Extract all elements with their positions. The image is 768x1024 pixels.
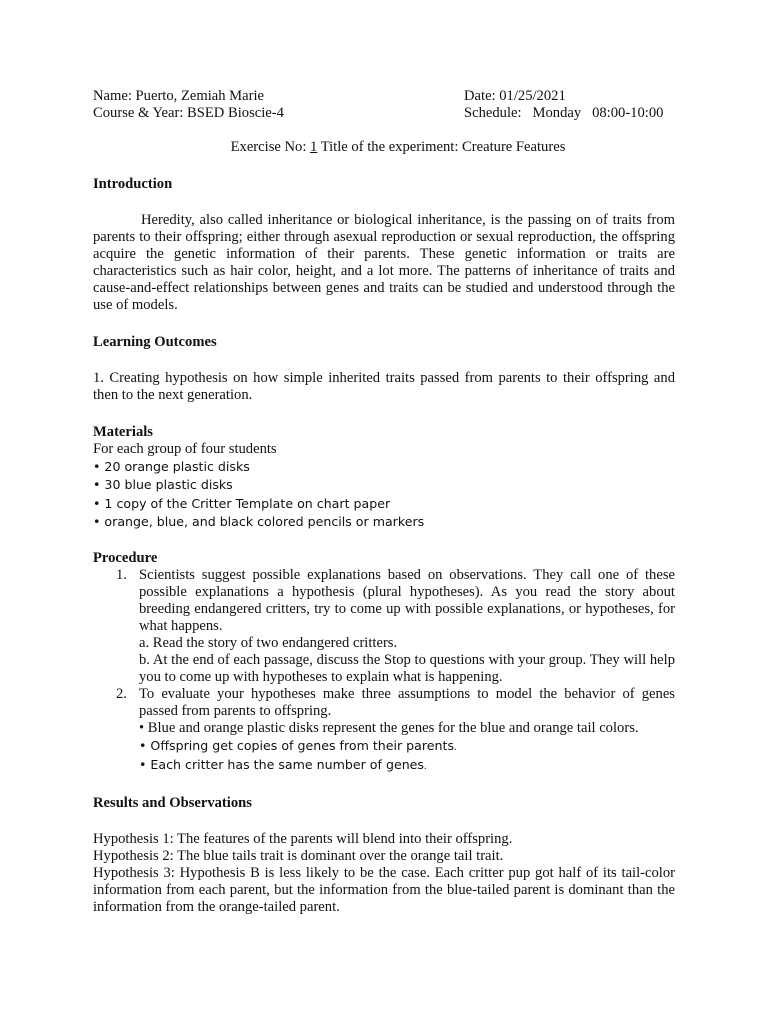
materials-item: • 1 copy of the Critter Template on chart paper	[93, 495, 391, 511]
materials-intro: For each group of four students	[93, 441, 277, 457]
materials-item: • 30 blue plastic disks	[93, 477, 233, 493]
step-number: 2.	[116, 686, 127, 703]
header-row-2	[93, 105, 675, 122]
procedure-list	[93, 567, 675, 775]
step-2-bullet-2	[139, 737, 675, 756]
student-name: Name: Puerto, Zemiah Marie	[93, 88, 265, 104]
step-2-bullet-2-end: .	[454, 742, 457, 754]
exercise-prefix: Exercise No:	[230, 139, 311, 155]
introduction-text: Heredity, also called inheritance or biological inheritance, is the passing on of traits from parents to their offspring; either through asexual reproduction or sexual reproduction, the offspring acquire the genetic information of their parents. These genetic information or traits are characteristics such as hair color, height, and a lot more. The patterns of inheritance of traits and cause-and-effect relationships between genes and traits can be studied and understood through the use of models.	[93, 212, 675, 313]
hypothesis-1: Hypothesis 1: The features of the parents will blend into their offspring.	[93, 831, 513, 848]
date: Date: 01/25/2021	[464, 88, 566, 104]
step-2-bullet-1: • Blue and orange plastic disks represent the genes for the blue and orange tail colors.	[139, 720, 639, 737]
step-2-bullet-3-end: .	[423, 761, 427, 773]
procedure-step-2	[93, 686, 675, 775]
materials-item: • 20 orange plastic disks	[93, 459, 250, 474]
step-2-text: To evaluate your hypotheses make three assumptions to model the behavior of genes passed from parents to offspring.	[139, 686, 675, 720]
step-1-a: a. Read the story of two endangered critters.	[139, 635, 398, 652]
step-number: 1.	[116, 567, 127, 584]
header-row-1	[93, 88, 675, 105]
step-1-text: Scientists suggest possible explanations based on observations. They call one of these possible explanations a hypothesis (plural hypotheses). As you read the story about breeding endangered critters, try to come up with possible explanations, or hypotheses, for what happens.	[139, 567, 675, 635]
introduction-heading: Introduction	[93, 176, 173, 192]
step-2-bullet-3	[139, 756, 675, 775]
schedule: Schedule: Monday 08:00-10:00	[464, 105, 664, 121]
learning-outcome-1: 1. Creating hypothesis on how simple inherited traits passed from parents to their offspring and then to the next generation.	[93, 370, 675, 403]
procedure-heading: Procedure	[93, 550, 158, 567]
exercise-number: 1	[310, 139, 318, 155]
materials-heading: Materials	[93, 424, 153, 440]
learning-outcomes-heading: Learning Outcomes	[93, 334, 217, 350]
materials-item: • orange, blue, and black colored pencils or markers	[93, 513, 425, 529]
course-year: Course & Year: BSED Bioscie-4	[93, 105, 284, 121]
results-heading: Results and Observations	[93, 795, 252, 812]
procedure-step-1	[93, 567, 675, 686]
exercise-title-text: Title of the experiment: Creature Features	[317, 139, 566, 155]
step-2-bullet-3-text: • Each critter has the same number of genes	[139, 757, 424, 773]
hypothesis-3: Hypothesis 3: Hypothesis B is less likely to be the case. Each critter pup got half of its tail-color information from each parent, but the information from the blue-tailed parent is dominant than the information from the orange-tailed parent.	[93, 865, 675, 916]
step-2-bullet-2-text: • Offspring get copies of genes from their parents	[139, 738, 455, 754]
exercise-title	[93, 139, 675, 156]
step-1-b: b. At the end of each passage, discuss the Stop to questions with your group. They will help you to come up with hypotheses to explain what is happening.	[139, 652, 675, 686]
document-page	[93, 88, 675, 916]
materials-list	[93, 458, 675, 531]
hypothesis-2: Hypothesis 2: The blue tails trait is dominant over the orange tail trait.	[93, 848, 504, 865]
